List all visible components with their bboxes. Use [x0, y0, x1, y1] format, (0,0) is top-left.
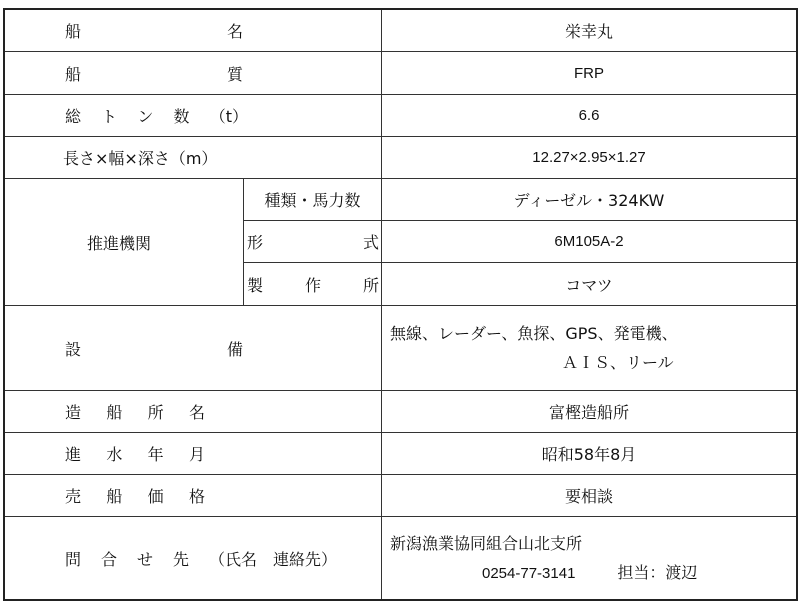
label-hull-char-2: 質	[226, 64, 243, 84]
label-price-char-1: 売	[65, 487, 82, 506]
value-dimensions	[382, 137, 796, 178]
label-hull-char-1: 船	[65, 64, 82, 84]
label-equipment-char-1: 設	[65, 339, 82, 359]
label-price-char-4: 格	[188, 487, 205, 506]
label-tonnage-part-1: 総	[65, 107, 82, 126]
value-equipment-line-1: 無線、レーダー、魚探、GPS、発電機、	[390, 324, 678, 343]
label-launch-char-1: 進	[65, 445, 82, 464]
label-equipment-char-2: 備	[226, 339, 243, 359]
label-builder-char-3: 所	[147, 403, 164, 422]
value-contact-phone: 0254-77-3141	[482, 564, 576, 582]
label-engine-model-char-1: 形	[247, 233, 264, 252]
label-price-char-2: 船	[106, 487, 123, 506]
label-contact-char-1: 問	[65, 549, 82, 569]
label-engine-type-text: 種類・馬力数	[264, 191, 361, 210]
label-builder-char-4: 名	[188, 403, 205, 422]
label-equipment	[65, 306, 243, 390]
label-engine-type	[244, 179, 381, 220]
value-tonnage-text: 6.6	[578, 107, 600, 124]
label-manufacturer	[247, 263, 379, 305]
label-engine-model	[247, 221, 379, 262]
label-builder	[65, 391, 205, 432]
label-propulsion	[87, 179, 243, 305]
label-tonnage-part-4: 数	[173, 107, 190, 126]
label-engine-model-char-2: 式	[362, 233, 379, 252]
label-launch	[65, 433, 205, 474]
value-contact-line-2	[390, 558, 697, 588]
label-builder-char-1: 造	[65, 403, 82, 422]
ship-spec-table	[3, 8, 798, 601]
value-engine-type-text: ディーゼル・324KW	[513, 191, 665, 210]
label-tonnage-part-5: （t）	[209, 107, 248, 126]
value-contact-person: 担当：渡辺	[617, 562, 698, 582]
label-tonnage-part-3: ン	[137, 107, 154, 126]
value-hull-text: FRP	[574, 64, 604, 82]
value-contact	[390, 517, 794, 599]
label-contact-char-4: 先	[173, 549, 190, 569]
label-contact-char-2: 合	[101, 549, 118, 569]
label-ship-name	[65, 10, 243, 51]
value-builder-text: 富樫造船所	[548, 403, 629, 422]
label-tonnage-part-2: ト	[101, 107, 118, 126]
value-hull	[382, 52, 796, 94]
label-price-char-3: 価	[147, 487, 164, 506]
label-launch-char-2: 水	[106, 445, 123, 464]
value-equipment-line-2: ＡＩＳ、リール	[562, 353, 674, 372]
label-manufacturer-char-3: 所	[362, 275, 379, 295]
value-manufacturer	[382, 263, 796, 305]
label-ship-name-char-1: 船	[65, 22, 82, 41]
label-manufacturer-char-2: 作	[304, 275, 321, 295]
label-price	[65, 475, 205, 516]
label-contact-note: （氏名 連絡先）	[209, 549, 338, 569]
value-price	[382, 475, 796, 516]
value-ship-name-text: 栄幸丸	[564, 22, 613, 41]
value-launch-text: 昭和58年8月	[541, 445, 637, 464]
value-launch	[382, 433, 796, 474]
label-ship-name-char-2: 名	[226, 22, 243, 41]
value-manufacturer-text: コマツ	[565, 275, 613, 295]
label-hull	[65, 52, 243, 94]
value-ship-name	[382, 10, 796, 51]
value-dimensions-text: 12.27×2.95×1.27	[532, 149, 646, 166]
label-manufacturer-char-1: 製	[247, 275, 264, 295]
label-dimensions-text: 長さ×幅×深さ（m）	[63, 149, 218, 168]
label-tonnage	[65, 95, 248, 136]
value-contact-org: 新潟漁業協同組合山北支所	[390, 533, 583, 553]
value-builder	[382, 391, 796, 432]
label-launch-char-4: 月	[188, 445, 205, 464]
label-launch-char-3: 年	[147, 445, 164, 464]
label-dimensions	[63, 137, 363, 178]
value-tonnage	[382, 95, 796, 136]
label-propulsion-text: 推進機関	[87, 233, 152, 253]
value-price-text: 要相談	[564, 487, 613, 506]
label-contact	[65, 517, 377, 599]
label-contact-char-3: せ	[137, 549, 154, 569]
value-engine-model	[382, 221, 796, 262]
value-equipment	[390, 306, 790, 390]
value-engine-model-text: 6M105A-2	[554, 233, 624, 250]
label-builder-char-2: 船	[106, 403, 123, 422]
value-engine-type	[382, 179, 796, 220]
